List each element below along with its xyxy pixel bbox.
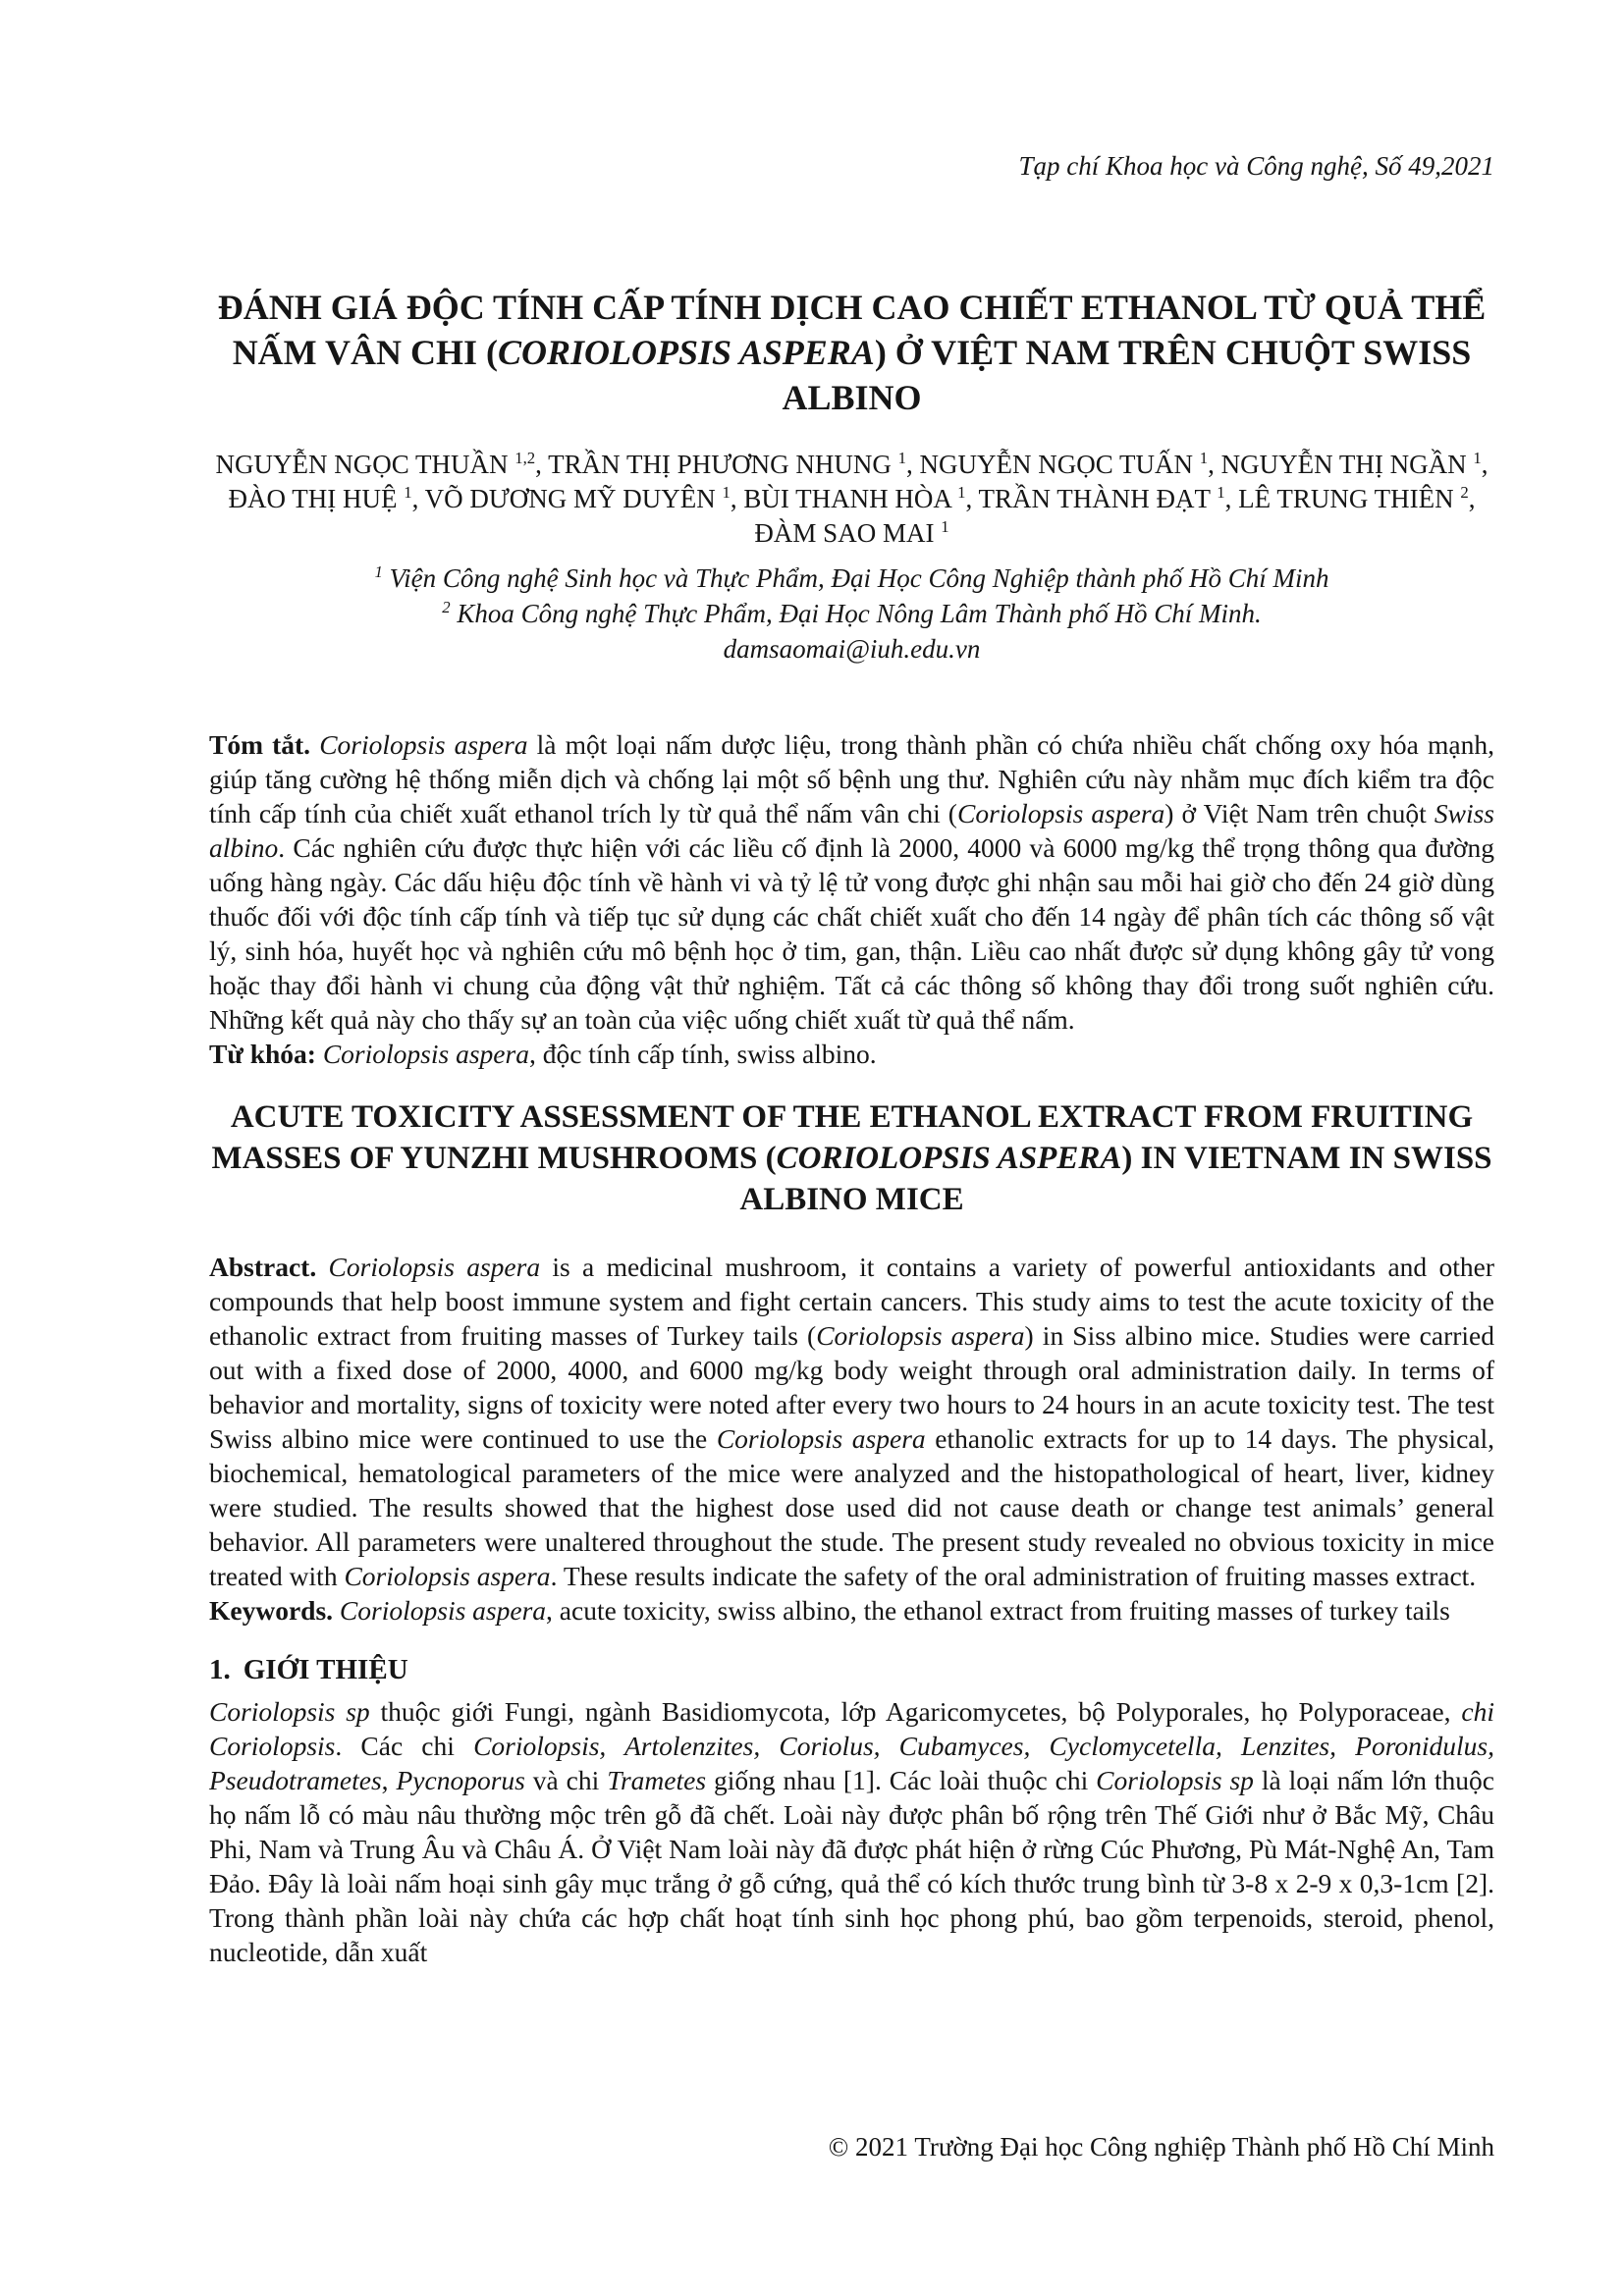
authors-line: NGUYỄN NGỌC THUẦN $^{1,2}$, TRẦN THỊ PHƯƠNG NHUNG $^1$, NGUYỄN NGỌC TUẤN $^1$, NGUYỄN THỊ NGẦN $^1$, ĐÀO THỊ HUỆ $^1$, VÕ DƯƠNG MỸ DUYÊN $^1$, BÙI THANH HÒA $^1$, TRẦN THÀNH ĐẠT $^1$, LÊ TRUNG THIÊN $^2$, ĐÀM SAO MAI $^1$	[215, 449, 1489, 548]
affiliations-block	[209, 561, 1494, 667]
keywords-vi: Từ khóa: Coriolopsis aspera, độc tính cấp tính, swiss albino.	[209, 1039, 877, 1069]
section-1-paragraph: Coriolopsis sp thuộc giới Fungi, ngành Basidiomycota, lớp Agaricomycetes, bộ Polyporales, họ Polyporaceae, chi Coriolopsis. Các chi Coriolopsis, Artolenzites, Coriolus, Cubamyces, Cyclomycetella, Lenzites, Poronidulus, Pseudotrametes, Pycnoporus và chi Trametes giống nhau [1]. Các loài thuộc chi Coriolopsis sp là loại nấm lớn thuộc họ nấm lỗ có màu nâu thường mộc trên gỗ đã chết. Loài này được phân bố rộng trên Thế Giới như ở Bắc Mỹ, Châu Phi, Nam và Trung Âu và Châu Á. Ở Việt Nam loài này đã được phát hiện ở rừng Cúc Phương, Pù Mát-Nghệ An, Tam Đảo. Đây là loài nấm hoại sinh gây mục trắng ở gỗ cứng, quả thể có kích thước trung bình từ 3-8 x 2-9 x 0,3-1cm [2]. Trong thành phần loài này chứa các hợp chất hoạt tính sinh học phong phú, bao gồm terpenoids, steroid, phenol, nucleotide, dẫn xuất	[209, 1696, 1494, 1967]
section-1-heading	[209, 1651, 1494, 1688]
section-1-title: GIỚI THIỆU	[243, 1654, 408, 1685]
section-1-number: 1.	[209, 1654, 231, 1685]
page-footer: © 2021 Trường Đại học Công nghiệp Thành phố Hồ Chí Minh	[828, 2132, 1494, 2162]
contact-email: damsaomai@iuh.edu.vn	[723, 634, 981, 664]
keywords-en: Keywords. Coriolopsis aspera, acute toxicity, swiss albino, the ethanol extract from fruiting masses of turkey tails	[209, 1595, 1450, 1626]
article-title-vi: ĐÁNH GIÁ ĐỘC TÍNH CẤP TÍNH DỊCH CAO CHIẾT ETHANOL TỪ QUẢ THỂ NẤM VÂN CHI (CORIOLOPSIS ASPERA) Ở VIỆT NAM TRÊN CHUỘT SWISS ALBINO	[217, 288, 1487, 417]
article-title-en: ACUTE TOXICITY ASSESSMENT OF THE ETHANOL EXTRACT FROM FRUITING MASSES OF YUNZHI MUSHROOMS (CORIOLOPSIS ASPERA) IN VIETNAM IN SWISS ALBINO MICE	[211, 1099, 1492, 1217]
affiliation-1: $^1$ Viện Công nghệ Sinh học và Thực Phẩm, Đại Học Công Nghiệp thành phố Hồ Chí Minh	[374, 562, 1329, 593]
journal-header: Tạp chí Khoa học và Công nghệ, Số 49,2021	[1018, 151, 1494, 181]
abstract-en: Abstract. Coriolopsis aspera is a medicinal mushroom, it contains a variety of powerful antioxidants and other compounds that help boost immune system and fight certain cancers. This study aims to test the acute toxicity of the ethanolic extract from fruiting masses of Turkey tails (Coriolopsis aspera) in Siss albino mice. Studies were carried out with a fixed dose of 2000, 4000, and 6000 mg/kg body weight through oral administration daily. In terms of behavior and mortality, signs of toxicity were noted after every two hours to 24 hours in an acute toxicity test. The test Swiss albino mice were continued to use the Coriolopsis aspera ethanolic extracts for up to 14 days. The physical, biochemical, hematological parameters of the mice were analyzed and the histopathological of heart, liver, kidney were studied. The results showed that the highest dose used did not cause death or change test animals’ general behavior. All parameters were unaltered throughout the stude. The present study revealed no obvious toxicity in mice treated with Coriolopsis aspera. These results indicate the safety of the oral administration of fruiting masses extract.	[209, 1252, 1494, 1591]
affiliation-2: $^2$ Khoa Công nghệ Thực Phẩm, Đại Học Nông Lâm Thành phố Hồ Chí Minh.	[442, 598, 1262, 628]
abstract-vi: Tóm tắt. Coriolopsis aspera là một loại nấm dược liệu, trong thành phần có chứa nhiều chất chống oxy hóa mạnh, giúp tăng cường hệ thống miễn dịch và chống lại một số bệnh ung thư. Nghiên cứu này nhằm mục đích kiểm tra độc tính cấp tính của chiết xuất ethanol trích ly từ quả thể nấm vân chi (Coriolopsis aspera) ở Việt Nam trên chuột Swiss albino. Các nghiên cứu được thực hiện với các liều cố định là 2000, 4000 và 6000 mg/kg thể trọng thông qua đường uống hàng ngày. Các dấu hiệu độc tính về hành vi và tỷ lệ tử vong được ghi nhận sau mỗi hai giờ cho đến 24 giờ dùng thuốc đối với độc tính cấp tính và tiếp tục sử dụng các chất chiết xuất cho đến 14 ngày để phân tích các thông số vật lý, sinh hóa, huyết học và nghiên cứu mô bệnh học ở tim, gan, thận. Liều cao nhất được sử dụng không gây tử vong hoặc thay đổi hành vi chung của động vật thử nghiệm. Tất cả các thông số không thay đổi trong suốt nghiên cứu. Những kết quả này cho thấy sự an toàn của việc uống chiết xuất từ quả thể nấm.	[209, 729, 1494, 1035]
